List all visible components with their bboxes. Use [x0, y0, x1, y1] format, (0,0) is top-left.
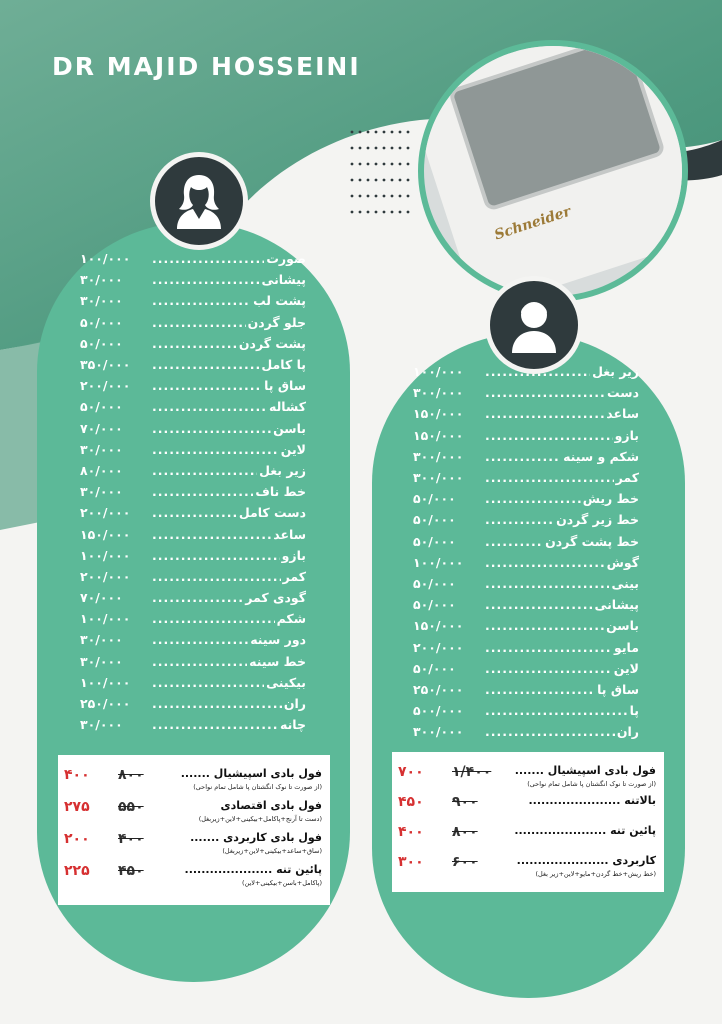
original-price: ۶۰۰: [452, 854, 478, 870]
price-value: ۳۰/۰۰۰: [80, 441, 123, 457]
price-value: ۱۵۰/۰۰۰: [413, 406, 464, 422]
dot-leader: [485, 703, 628, 718]
area-name: جلو گردن: [247, 314, 306, 330]
dot-leader: [485, 618, 604, 633]
price-row: [80, 481, 306, 502]
men-packages: [392, 752, 664, 892]
area-name: خط پشت گردن: [545, 533, 639, 549]
dot-leader: [485, 597, 592, 612]
price-value: ۳۰۰/۰۰۰: [413, 470, 464, 486]
price-value: ۲۰۰/۰۰۰: [80, 568, 131, 584]
price-value: ۵۰۰/۰۰۰: [413, 703, 464, 719]
women-price-list: [80, 248, 306, 735]
package-details: (از صورت تا نوک انگشتان پا شامل تمام نواحی): [527, 780, 656, 788]
dot-leader: [152, 484, 253, 499]
area-name: بینی: [611, 575, 639, 591]
price-row: [413, 658, 639, 679]
price-value: ۵۰/۰۰۰: [413, 512, 456, 528]
package-details: (از صورت تا نوک انگشتان پا شامل تمام نواحی): [193, 783, 322, 791]
dot-leader: [485, 491, 581, 506]
price-value: ۲۵۰/۰۰۰: [413, 681, 464, 697]
price-row: [80, 312, 306, 333]
original-price: ۵۵۰: [118, 799, 144, 815]
price-value: ۱۰۰/۰۰۰: [413, 554, 464, 570]
price-row: [413, 615, 639, 636]
area-name: کمر: [282, 568, 306, 584]
area-name: خط ناف: [255, 484, 306, 500]
dot-leader: [152, 548, 280, 563]
area-name: پا: [629, 703, 639, 719]
dot-leader: [152, 611, 275, 626]
area-name: لاین: [613, 660, 639, 676]
dot-leader: [152, 527, 271, 542]
price-value: ۵۰/۰۰۰: [80, 335, 123, 351]
price-row: [80, 269, 306, 290]
area-name: پا کامل: [261, 357, 306, 373]
price-value: ۵۰/۰۰۰: [80, 314, 123, 330]
package-title: فول بادی اسپیشیال .......: [180, 767, 322, 780]
area-name: خط زیر گردن: [556, 512, 639, 528]
price-row: [80, 375, 306, 396]
price-row: [80, 290, 306, 311]
price-value: ۱۵۰/۰۰۰: [80, 526, 131, 542]
dot-leader: [485, 576, 609, 591]
price-value: ۱۰۰/۰۰۰: [80, 251, 131, 267]
area-name: چانه: [280, 717, 306, 733]
price-row: [80, 587, 306, 608]
man-icon: [485, 276, 583, 374]
package-details: (دست تا آرنج+پاکامل+بیکینی+لاین+زیربغل): [198, 815, 322, 823]
price-value: ۵۰/۰۰۰: [413, 597, 456, 613]
package-details: (خط ریش+خط گردن+مایو+لاین+زیر بغل): [535, 870, 656, 878]
price-row: [413, 446, 639, 467]
original-price: ۹۰۰: [452, 794, 478, 810]
area-name: باسن: [273, 420, 306, 436]
discount-price: ۲۲۵: [64, 863, 90, 879]
price-value: ۵۰/۰۰۰: [413, 491, 456, 507]
original-price: ۴۵۰: [118, 863, 144, 879]
area-name: کمر: [615, 470, 639, 486]
device-logo: Schneider: [492, 203, 573, 244]
price-row: [413, 636, 639, 657]
dot-leader: [152, 569, 281, 584]
original-price: ۴۰۰: [118, 831, 144, 847]
area-name: ران: [283, 696, 306, 712]
price-value: ۳۰/۰۰۰: [80, 632, 123, 648]
area-name: پیشانی: [594, 597, 639, 613]
price-row: [413, 700, 639, 721]
price-value: ۱۵۰/۰۰۰: [413, 427, 464, 443]
package-title: فول بادی اقتصادی: [220, 799, 322, 812]
price-row: [80, 523, 306, 544]
price-value: ۵۰/۰۰۰: [413, 533, 456, 549]
price-row: [80, 651, 306, 672]
price-row: [413, 509, 639, 530]
men-price-list: [413, 361, 639, 742]
dot-leader: [485, 640, 612, 655]
price-row: [80, 714, 306, 735]
price-row: [413, 679, 639, 700]
dot-leader: [152, 421, 271, 436]
price-value: ۳۵۰/۰۰۰: [80, 357, 131, 373]
dot-leader: [485, 385, 605, 400]
dot-leader: [485, 555, 605, 570]
area-name: بازو: [614, 427, 639, 443]
price-row: [80, 460, 306, 481]
area-name: لاین: [280, 441, 306, 457]
package-details: (پاکامل+باسن+بیکینی+لاین): [241, 879, 322, 887]
dot-leader: [485, 449, 561, 464]
women-packages: [58, 755, 330, 905]
area-name: بازو: [281, 547, 306, 563]
area-name: ساعد: [606, 406, 639, 422]
price-value: ۵۰/۰۰۰: [413, 660, 456, 676]
dot-leader: [485, 724, 615, 739]
package-title: پائین تنه ......................: [514, 824, 656, 837]
price-value: ۳۰/۰۰۰: [80, 293, 123, 309]
dot-leader: [152, 717, 278, 732]
price-value: ۳۰/۰۰۰: [80, 717, 123, 733]
dot-leader: [152, 399, 267, 414]
discount-price: ۷۰۰: [398, 764, 424, 780]
area-name: پشت لب: [253, 293, 306, 309]
price-value: ۳۰/۰۰۰: [80, 653, 123, 669]
package-title: پائین تنه .....................: [184, 863, 322, 876]
area-name: شکم و سینه: [563, 448, 639, 464]
dot-leader: [152, 272, 259, 287]
price-row: [80, 333, 306, 354]
dot-leader: [152, 654, 247, 669]
price-value: ۲۰۰/۰۰۰: [80, 505, 131, 521]
area-name: زیر بغل: [592, 364, 639, 380]
dot-leader: [485, 406, 604, 421]
price-value: ۲۵۰/۰۰۰: [80, 696, 131, 712]
original-price: ۸۰۰: [452, 824, 478, 840]
dot-leader: [152, 696, 282, 711]
area-name: بیکینی: [266, 674, 306, 690]
package-title: فول بادی کاربردی .......: [190, 831, 322, 844]
dot-leader: [485, 470, 614, 485]
dot-leader: [152, 378, 262, 393]
price-value: ۱۰۰/۰۰۰: [80, 611, 131, 627]
price-value: ۳۰/۰۰۰: [80, 484, 123, 500]
area-name: شکم: [276, 611, 306, 627]
area-name: دست: [607, 385, 639, 401]
price-value: ۳۰/۰۰۰: [80, 272, 123, 288]
dot-leader: [152, 463, 257, 478]
price-value: ۱۰۰/۰۰۰: [80, 547, 131, 563]
price-value: ۷۰/۰۰۰: [80, 420, 123, 436]
price-value: ۳۰۰/۰۰۰: [413, 385, 464, 401]
area-name: کشاله: [269, 399, 306, 415]
price-value: ۳۰۰/۰۰۰: [413, 724, 464, 740]
price-value: ۵۰/۰۰۰: [80, 399, 123, 415]
dot-leader: [152, 315, 246, 330]
dot-leader: [152, 251, 264, 266]
price-row: [413, 552, 639, 573]
dot-leader: [152, 590, 243, 605]
price-row: [80, 545, 306, 566]
price-row: [80, 629, 306, 650]
area-name: صورت: [266, 251, 306, 267]
woman-icon: [150, 152, 248, 250]
dot-leader: [152, 336, 237, 351]
dot-leader: [485, 428, 613, 443]
discount-price: ۳۰۰: [398, 854, 424, 870]
price-row: [413, 467, 639, 488]
price-row: [413, 721, 639, 742]
discount-price: ۲۰۰: [64, 831, 90, 847]
price-row: [80, 502, 306, 523]
area-name: ساق پا: [597, 681, 639, 697]
price-value: ۲۰۰/۰۰۰: [80, 378, 131, 394]
price-value: ۱۰۰/۰۰۰: [413, 364, 464, 380]
area-name: ساعد: [273, 526, 306, 542]
package-title: فول بادی اسپیشیال .......: [514, 764, 656, 777]
dot-leader: [152, 505, 237, 520]
area-name: دور سینه: [250, 632, 306, 648]
brand-title: DR MAJID HOSSEINI: [52, 52, 361, 81]
package-title: بالاتنه ......................: [528, 794, 656, 807]
price-row: [80, 608, 306, 629]
area-name: پشت گردن: [238, 335, 306, 351]
price-row: [80, 396, 306, 417]
original-price: ۸۰۰: [118, 767, 144, 783]
device-body: [418, 40, 688, 302]
dot-leader: [485, 682, 595, 697]
price-value: ۵۰/۰۰۰: [413, 575, 456, 591]
price-row: [413, 531, 639, 552]
price-row: [413, 403, 639, 424]
discount-price: ۲۷۵: [64, 799, 90, 815]
area-name: گودی کمر: [245, 590, 306, 606]
discount-price: ۴۵۰: [398, 794, 424, 810]
price-row: [413, 488, 639, 509]
package-details: (ساق+ساعد+بیکینی+لاین+زیربغل): [222, 847, 322, 855]
area-name: گوش: [606, 554, 639, 570]
dot-leader: [152, 632, 248, 647]
area-name: مایو: [614, 639, 639, 655]
price-row: [413, 594, 639, 615]
price-value: ۱۵۰/۰۰۰: [413, 618, 464, 634]
area-name: خط ریش: [582, 491, 639, 507]
dot-leader: [485, 534, 543, 549]
price-row: [80, 672, 306, 693]
area-name: ران: [616, 724, 639, 740]
price-row: [80, 693, 306, 714]
dot-leader: [152, 675, 264, 690]
area-name: زیر بغل: [259, 462, 306, 478]
device-photo: [418, 40, 688, 302]
dot-leader: [485, 512, 554, 527]
price-row: [413, 425, 639, 446]
discount-price: ۴۰۰: [398, 824, 424, 840]
area-name: پیشانی: [261, 272, 306, 288]
price-value: ۲۰۰/۰۰۰: [413, 639, 464, 655]
price-row: [413, 382, 639, 403]
dot-leader: [152, 442, 279, 457]
device-screen: [448, 40, 666, 212]
price-value: ۷۰/۰۰۰: [80, 590, 123, 606]
price-value: ۸۰/۰۰۰: [80, 462, 123, 478]
price-row: [80, 418, 306, 439]
area-name: ساق پا: [264, 378, 306, 394]
package-title: کاربردی ......................: [516, 854, 656, 867]
price-value: ۱۰۰/۰۰۰: [80, 674, 131, 690]
dot-leader: [152, 357, 259, 372]
original-price: ۱/۴۰۰: [452, 764, 492, 780]
price-value: ۳۰۰/۰۰۰: [413, 448, 464, 464]
dot-leader: [152, 293, 251, 308]
price-row: [80, 354, 306, 375]
area-name: خط سینه: [249, 653, 306, 669]
discount-price: ۴۰۰: [64, 767, 90, 783]
price-row: [80, 248, 306, 269]
price-row: [80, 566, 306, 587]
price-row: [413, 573, 639, 594]
area-name: باسن: [606, 618, 639, 634]
dot-leader: [485, 661, 612, 676]
area-name: دست کامل: [238, 505, 306, 521]
price-row: [80, 439, 306, 460]
